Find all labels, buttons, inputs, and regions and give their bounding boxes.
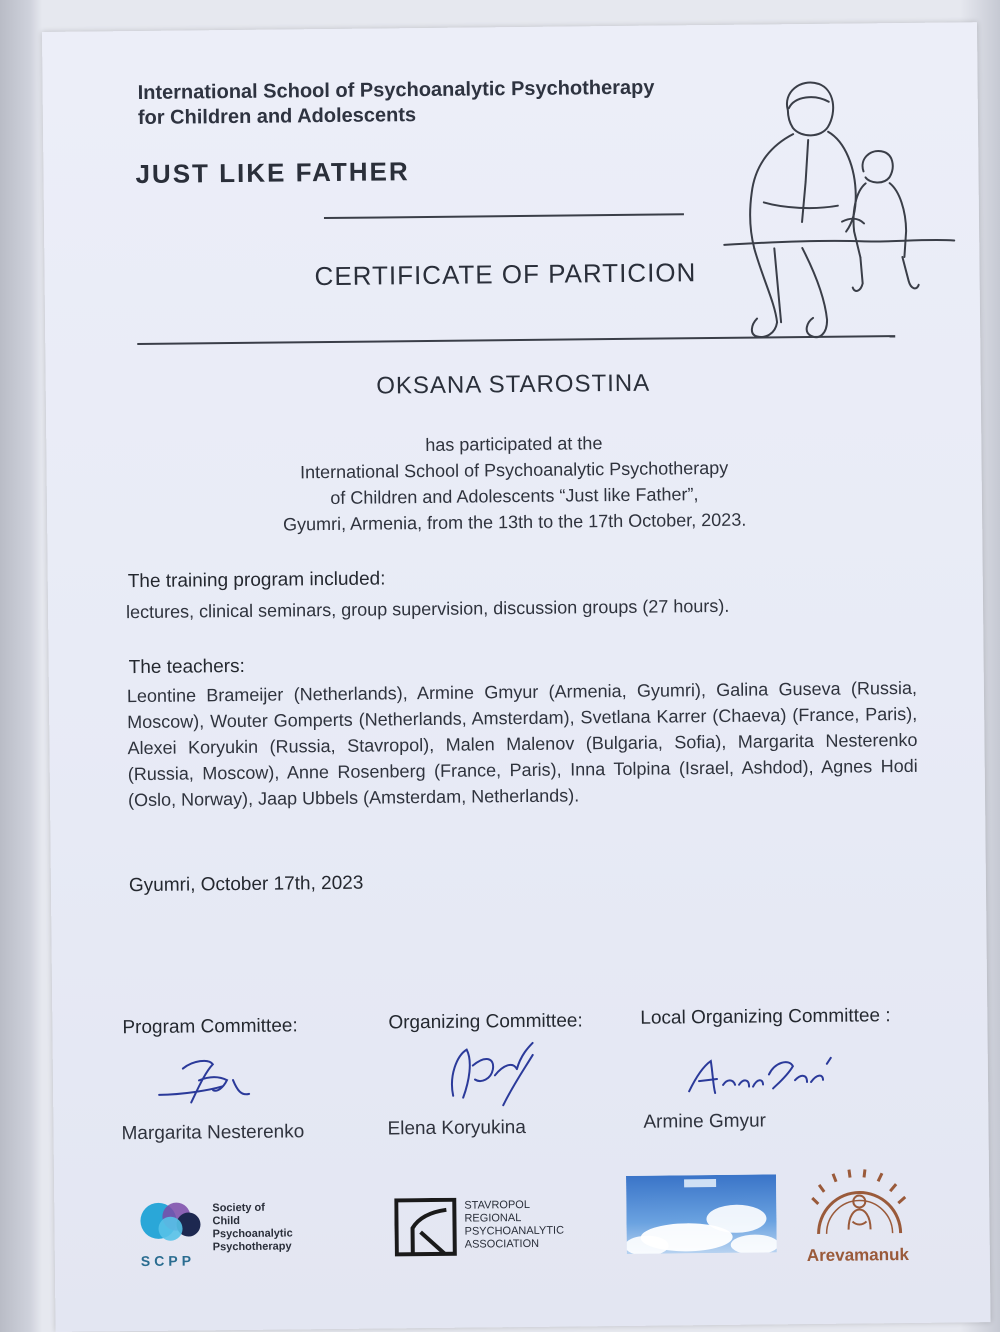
local-committee-label: Local Organizing Committee : bbox=[640, 1005, 891, 1029]
participation-line: International School of Psychoanalytic Psychotherapy bbox=[299, 457, 729, 483]
certificate-page bbox=[42, 22, 991, 1332]
stavropol-line: PSYCHOANALYTIC bbox=[464, 1224, 565, 1238]
program-text: lectures, clinical seminars, group supervision, discussion groups (27 hours). bbox=[125, 595, 730, 623]
stavropol-logo-icon bbox=[394, 1198, 459, 1259]
signer-koryukina: Elena Koryukina bbox=[387, 1116, 526, 1140]
stavropol-logo-text bbox=[464, 1199, 564, 1252]
signer-nesterenko: Margarita Nesterenko bbox=[121, 1121, 305, 1145]
program-committee-label: Program Committee: bbox=[122, 1015, 298, 1039]
scpp-line: Child bbox=[212, 1214, 241, 1228]
scpp-line: Society of bbox=[212, 1201, 265, 1215]
father-child-line-art bbox=[622, 70, 960, 343]
arevamanuk-logo-icon bbox=[804, 1163, 915, 1244]
participation-statement bbox=[46, 426, 982, 540]
teachers-heading: The teachers: bbox=[128, 655, 245, 679]
participation-line: Gyumri, Armenia, from the 13th to the 17th October, 2023. bbox=[282, 509, 747, 535]
scpp-line: Psychoanalytic bbox=[212, 1227, 293, 1241]
scpp-logo-text bbox=[212, 1201, 293, 1254]
scpp-logo-icon bbox=[136, 1198, 207, 1251]
program-heading: The training program included: bbox=[127, 568, 386, 593]
stavropol-line: REGIONAL bbox=[464, 1212, 522, 1225]
school-title-line1: International School of Psychoanalytic Psychotherapy bbox=[137, 76, 655, 105]
participation-line: of Children and Adolescents “Just like Father”, bbox=[330, 484, 699, 509]
signature-gmyur bbox=[683, 1044, 844, 1106]
recipient-name: OKSANA STAROSTINA bbox=[376, 369, 651, 400]
signer-gmyur: Armine Gmyur bbox=[643, 1110, 767, 1133]
school-title-line2: for Children and Adolescents bbox=[137, 104, 417, 129]
participation-line: has participated at the bbox=[425, 433, 603, 456]
school-subtitle: JUST LIKE FATHER bbox=[135, 156, 410, 190]
scpp-line: Psychotherapy bbox=[212, 1240, 292, 1254]
association-sky-logo bbox=[626, 1174, 777, 1254]
stavropol-line: STAVROPOL bbox=[464, 1198, 530, 1212]
signature-nesterenko bbox=[153, 1050, 264, 1111]
certificate-title: CERTIFICATE OF PARTICION bbox=[314, 257, 697, 292]
school-title bbox=[138, 76, 655, 131]
organizing-committee-label: Organizing Committee: bbox=[388, 1010, 583, 1034]
arevamanuk-logo-text: Arevamanuk bbox=[806, 1244, 910, 1266]
signature-koryukina bbox=[433, 1035, 544, 1116]
stavropol-line: ASSOCIATION bbox=[464, 1237, 540, 1251]
scpp-abbreviation: SCPP bbox=[140, 1252, 196, 1270]
place-date: Gyumri, October 17th, 2023 bbox=[128, 872, 364, 897]
teachers-list: Leontine Brameijer (Netherlands), Armine Gmyur (Armenia, Gyumri), Galina Guseva (Russia, Moscow), Wouter Gomperts (Netherlands, Amsterdam), Svetlana Karrer (Chaeva) (France, Paris), Alexei Koryukin (Russia, Stavropol), Malen Malenov (Bulgaria, Sofia), Margarita Nesterenko (Russia, Moscow), Anne Rosenberg (France, Paris), Inna Tolpina (Israel, Ashdod), Agnes Hodi (Oslo, Norway), Jaap Ubbels (Amsterdam, Netherlands). bbox=[126, 677, 918, 811]
